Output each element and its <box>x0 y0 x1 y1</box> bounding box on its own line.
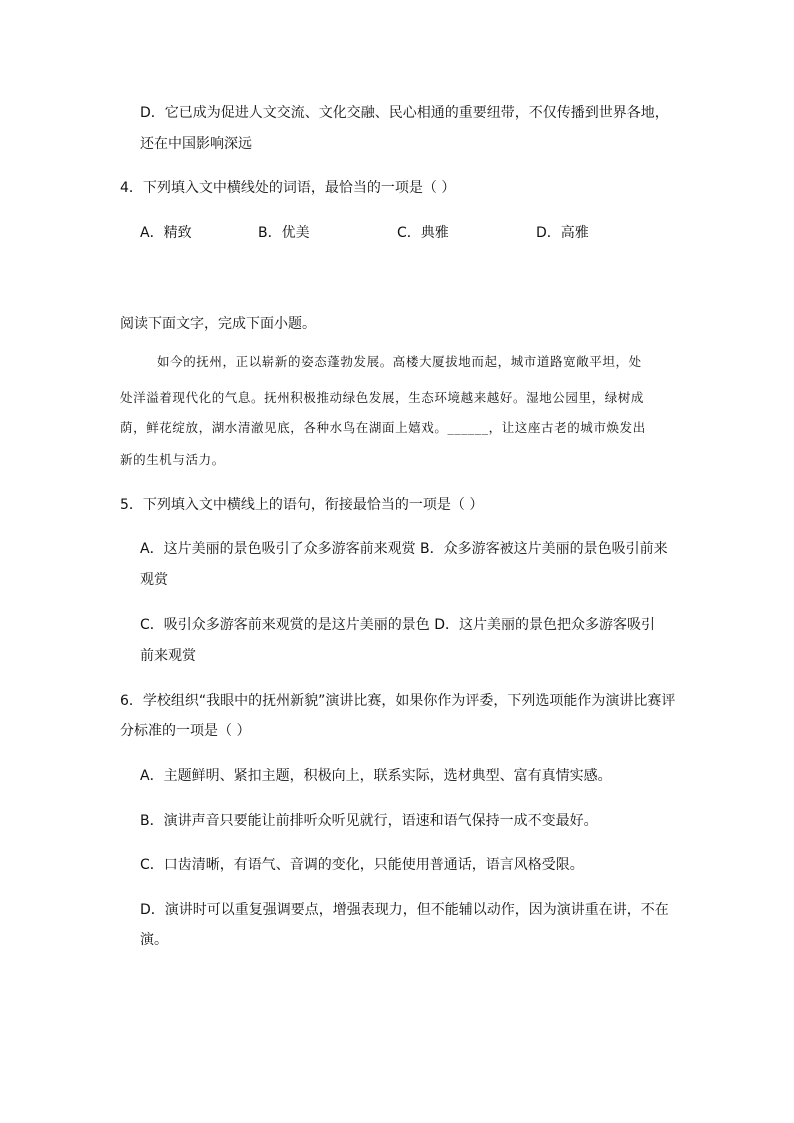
q4-option-a: A．精致 <box>140 225 192 241</box>
q5-stem: 5．下列填入文中横线上的语句，衔接最恰当的一项是（ ） <box>120 497 484 513</box>
q6-option-d-line2: 演。 <box>140 932 168 948</box>
reading-instruction: 阅读下面文字，完成下面小题。 <box>120 316 316 332</box>
passage-line-2: 处洋溢着现代化的气息。抚州积极推动绿色发展，生态环境越来越好。湿地公园里，绿树成 <box>120 390 645 405</box>
q5-options-line1: A．这片美丽的景色吸引了众多游客前来观赏 B．众多游客被这片美丽的景色吸引前来 <box>140 541 668 557</box>
q4-option-c: C．典雅 <box>397 225 449 241</box>
q4-stem: 4．下列填入文中横线处的词语，最恰当的一项是（ ） <box>120 180 456 196</box>
q6-option-d-line1: D．演讲时可以重复强调要点，增强表现力，但不能辅以动作，因为演讲重在讲，不在 <box>140 902 669 918</box>
q6-option-c: C．口齿清晰，有语气、音调的变化，只能使用普通话，语言风格受限。 <box>140 857 584 873</box>
passage-line-4: 新的生机与活力。 <box>120 452 225 467</box>
q5-options-line3: C．吸引众多游客前来观赏的是这片美丽的景色 D．这片美丽的景色把众多游客吸引 <box>140 617 656 633</box>
q6-option-b: B．演讲声音只要能让前排听众听见就行，语速和语气保持一成不变最好。 <box>140 813 598 829</box>
q6-stem-line2: 分标准的一项是（ ） <box>120 723 251 739</box>
q6-option-a: A．主题鲜明、紧扣主题，积极向上，联系实际，选材典型、富有真情实感。 <box>140 768 612 784</box>
q3-option-d-line2: 还在中国影响深远 <box>140 136 252 152</box>
q4-option-b: B．优美 <box>258 225 310 241</box>
q6-stem-line1: 6．学校组织“我眼中的抚州新貌”演讲比赛，如果你作为评委，下列选项能作为演讲比赛评 <box>120 693 676 709</box>
q3-option-d-line1: D．它已成为促进人文交流、文化交融、民心相通的重要纽带，不仅传播到世界各地， <box>140 105 669 121</box>
q4-option-d: D．高雅 <box>536 225 589 241</box>
q5-options-line2: 观赏 <box>140 572 168 588</box>
q5-options-line4: 前来观赏 <box>140 648 196 664</box>
passage-line-3: 荫，鲜花绽放，湖水清澈见底，各种水鸟在湖面上嬉戏。______，让这座古老的城市焕发出 <box>120 420 646 435</box>
passage-line-1: 如今的抚州，正以崭新的姿态蓬勃发展。高楼大厦拔地而起，城市道路宽敞平坦，处 <box>157 354 642 369</box>
